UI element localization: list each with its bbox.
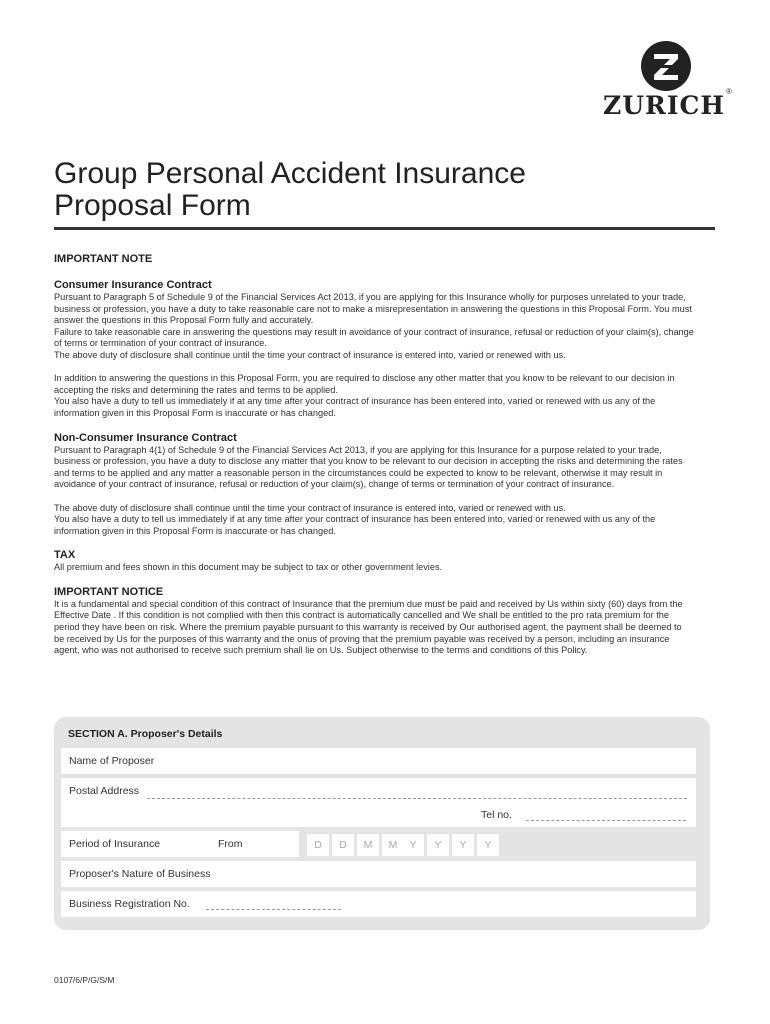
nature-of-business-label: Proposer's Nature of Business	[69, 868, 211, 880]
business-registration-line[interactable]	[206, 909, 341, 910]
page-title-line-1: Group Personal Accident Insurance	[54, 157, 526, 190]
registered-mark: ®	[726, 87, 732, 96]
consumer-contract-heading: Consumer Insurance Contract	[54, 279, 212, 291]
postal-address-line	[147, 798, 687, 799]
consumer-paragraph-3: The above duty of disclosure shall continue until the time your contract of insurance is entered into, varied or renewed with us.	[54, 349, 566, 360]
date-day-box-2[interactable]: D	[332, 834, 354, 856]
important-notice-text: It is a fundamental and special condition of this contract of Insurance that the premium due must be paid and received by Us within sixty (60) days from the Effective Date . If this condition is not complied with then this contract is automatically cancelled and We shall be entitled to the pro rata premium for the period they have been on risk. Where the premium payable pursuant to this warranty is received by Our authorised agent, the payment shall be deemed to be received by Us for the purposes of this warranty and the onus of proving that the premium payable was received by a person, including an insurance agent, who was not authorised to receive such premium shall lie on Us. Subject otherwise to the terms and conditions of this Policy.	[54, 598, 683, 656]
date-month-box-2[interactable]: M	[382, 834, 404, 856]
non-consumer-paragraph-1: Pursuant to Paragraph 4(1) of Schedule 9 of the Financial Services Act 2013, if you are applying for this Insurance for a purpose related to your trade, business or profession, you have a duty to disclose any matter that you know to be relevant to our decision in accepting the risks and determining the rates and terms to be applied and any matter a reasonable person in the circumstances could be expected to know to be relevant, otherwise it may result in avoidance of your contract of insurance, refusal or reduction of your claim(s), change of terms or termination of your contract of insurance.	[54, 444, 683, 490]
date-day-box-1[interactable]: D	[307, 834, 329, 856]
tax-text: All premium and fees shown in this document may be subject to tax or other government levies.	[54, 562, 443, 573]
consumer-paragraph-2: Failure to take reasonable care in answering the questions may result in avoidance of your contract of insurance, refusal or reduction of your claim(s), change of terms or termination of your contract of insurance.	[54, 326, 694, 349]
date-year-box-2[interactable]: Y	[427, 834, 449, 856]
page-title-line-2: Proposal Form	[54, 189, 251, 222]
zurich-z-logo-icon	[640, 40, 692, 92]
from-label: From	[218, 838, 243, 850]
name-of-proposer-field[interactable]	[61, 748, 696, 774]
non-consumer-paragraph-2: The above duty of disclosure shall continue until the time your contract of insurance is entered into, varied or renewed with us.	[54, 502, 566, 513]
postal-address-field[interactable]	[61, 778, 696, 827]
brand-logo	[600, 40, 740, 122]
title-divider	[54, 227, 715, 230]
important-note-heading: IMPORTANT NOTE	[54, 253, 153, 265]
section-a-proposer-details	[54, 717, 710, 930]
brand-wordmark: ZURICH	[603, 91, 726, 120]
nature-of-business-field[interactable]	[61, 861, 696, 887]
tel-no-line[interactable]	[526, 820, 686, 821]
name-of-proposer-label: Name of Proposer	[69, 755, 155, 767]
date-month-box-1[interactable]: M	[357, 834, 379, 856]
consumer-paragraph-5: You also have a duty to tell us immediately if at any time after your contract of insurance has been entered into, varied or renewed with us any of the information given in this Proposal Form is inaccurate or has changed.	[54, 396, 656, 418]
document-body	[54, 253, 694, 657]
consumer-paragraph-1: Pursuant to Paragraph 5 of Schedule 9 of the Financial Services Act 2013, if you are applying for this Insurance wholly for purposes unrelated to your trade, business or profession, you have a duty to take reasonable care not to make a misrepresentation in answering the questions in this Proposal Form. You must answer the questions in this Proposal Form fully and accurately.	[54, 292, 692, 326]
non-consumer-contract-heading: Non-Consumer Insurance Contract	[54, 431, 237, 444]
date-year-box-1[interactable]: Y	[402, 834, 424, 856]
date-year-box-3[interactable]: Y	[452, 834, 474, 856]
business-registration-field	[61, 891, 696, 917]
form-code: 0107/6/P/G/S/M	[54, 975, 115, 985]
important-notice-heading: IMPORTANT NOTICE	[54, 585, 164, 598]
date-year-box-4[interactable]: Y	[477, 834, 499, 856]
period-of-insurance-field	[61, 831, 299, 857]
postal-address-label: Postal Address	[69, 785, 140, 797]
period-of-insurance-label: Period of Insurance	[69, 838, 161, 850]
non-consumer-paragraph-3: You also have a duty to tell us immediately if at any time after your contract of insurance has been entered into, varied or renewed with us any of the information given in this Proposal Form is inaccurate or has changed.	[54, 514, 656, 536]
section-a-title: SECTION A. Proposer's Details	[68, 728, 223, 740]
page-title	[54, 158, 526, 222]
business-registration-label: Business Registration No.	[69, 898, 190, 910]
tax-heading: TAX	[54, 549, 76, 562]
tel-no-label: Tel no.	[481, 809, 512, 821]
consumer-paragraph-4: In addition to answering the questions in this Proposal Form, you are required to disclose any other matter that you know to be relevant to our decision in accepting the risks and determining the rates and terms to be applied.	[54, 373, 675, 395]
